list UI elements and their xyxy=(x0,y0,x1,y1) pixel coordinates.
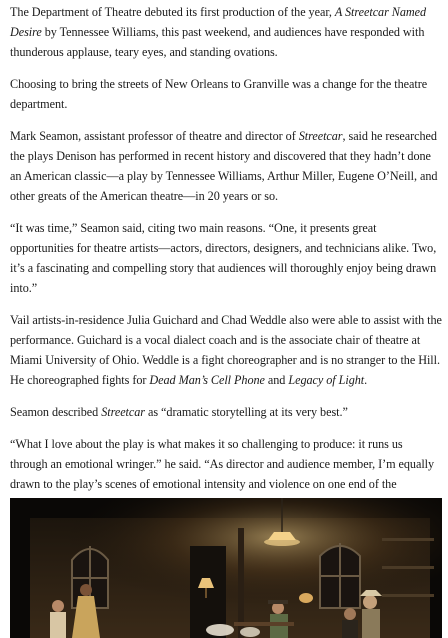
stage-scene-image xyxy=(10,498,442,638)
play-title: A Streetcar Named Desire xyxy=(10,5,427,39)
paragraph-text: by Tennessee Williams, this past weekend, and audiences have responded with thunderous applause, teary eyes, and standing ovations. xyxy=(10,25,425,59)
paragraph-3 xyxy=(10,126,442,206)
article-body xyxy=(10,2,442,526)
production-photo xyxy=(10,498,442,638)
play-title: Streetcar xyxy=(101,405,145,419)
paragraph-5 xyxy=(10,310,442,390)
actor-figure xyxy=(50,600,66,638)
paragraph-7: “What I love about the play is what makes it so challenging to produce: it runs us through an emotional wringer.” he said. “As director and audience member, I’m equally drawn to the play’s scenes of emotional intensity and violence on one end of the xyxy=(10,437,435,491)
play-title: Streetcar xyxy=(298,129,343,143)
actor-figure xyxy=(342,608,358,638)
paragraph-text: Seamon described xyxy=(10,405,102,419)
paragraph-6 xyxy=(10,402,442,422)
paragraph-text: and xyxy=(264,373,289,387)
paragraph-4: “It was time,” Seamon said, citing two main reasons. “One, it presents great opportunities for theatre artists—actors, directors, designers, and technicians alike. Two, it’s a fascinating and compelling story that audiences will thoroughly enjoy being drawn into.” xyxy=(10,221,437,295)
paragraph-text: Vail artists-in-residence Julia Guichard and Chad Weddle also were able to assist with the performance. Guichard is a vocal dialect coach and is the associate chair of theatre at Miami University of Ohio. Weddle is a fight choreographer and is no stranger to the Hill. He choreographed fights for xyxy=(10,313,442,387)
paragraph-2: Choosing to bring the streets of New Orleans to Granville was a change for the theatre department. xyxy=(10,77,428,111)
paragraph-1 xyxy=(10,2,442,62)
paragraph-text: , said he researched the plays Denison has performed in recent history and discovered that they hadn’t done an American classic—a play by Tennessee Williams, Arthur Miller, Eugene O’Neill, and other greats of the American theatre—in 20 years or so. xyxy=(10,129,438,203)
paragraph-text: . xyxy=(364,373,368,387)
paragraph-text: The Department of Theatre debuted its first production of the year, xyxy=(10,5,335,19)
play-title: Dead Man’s Cell Phone xyxy=(149,373,265,387)
paragraph-text: as “dramatic storytelling at its very best.” xyxy=(145,405,348,419)
play-title: Legacy of Light xyxy=(288,373,365,387)
paragraph-text: Mark Seamon, assistant professor of theatre and director of xyxy=(10,129,299,143)
window-right xyxy=(320,543,360,608)
